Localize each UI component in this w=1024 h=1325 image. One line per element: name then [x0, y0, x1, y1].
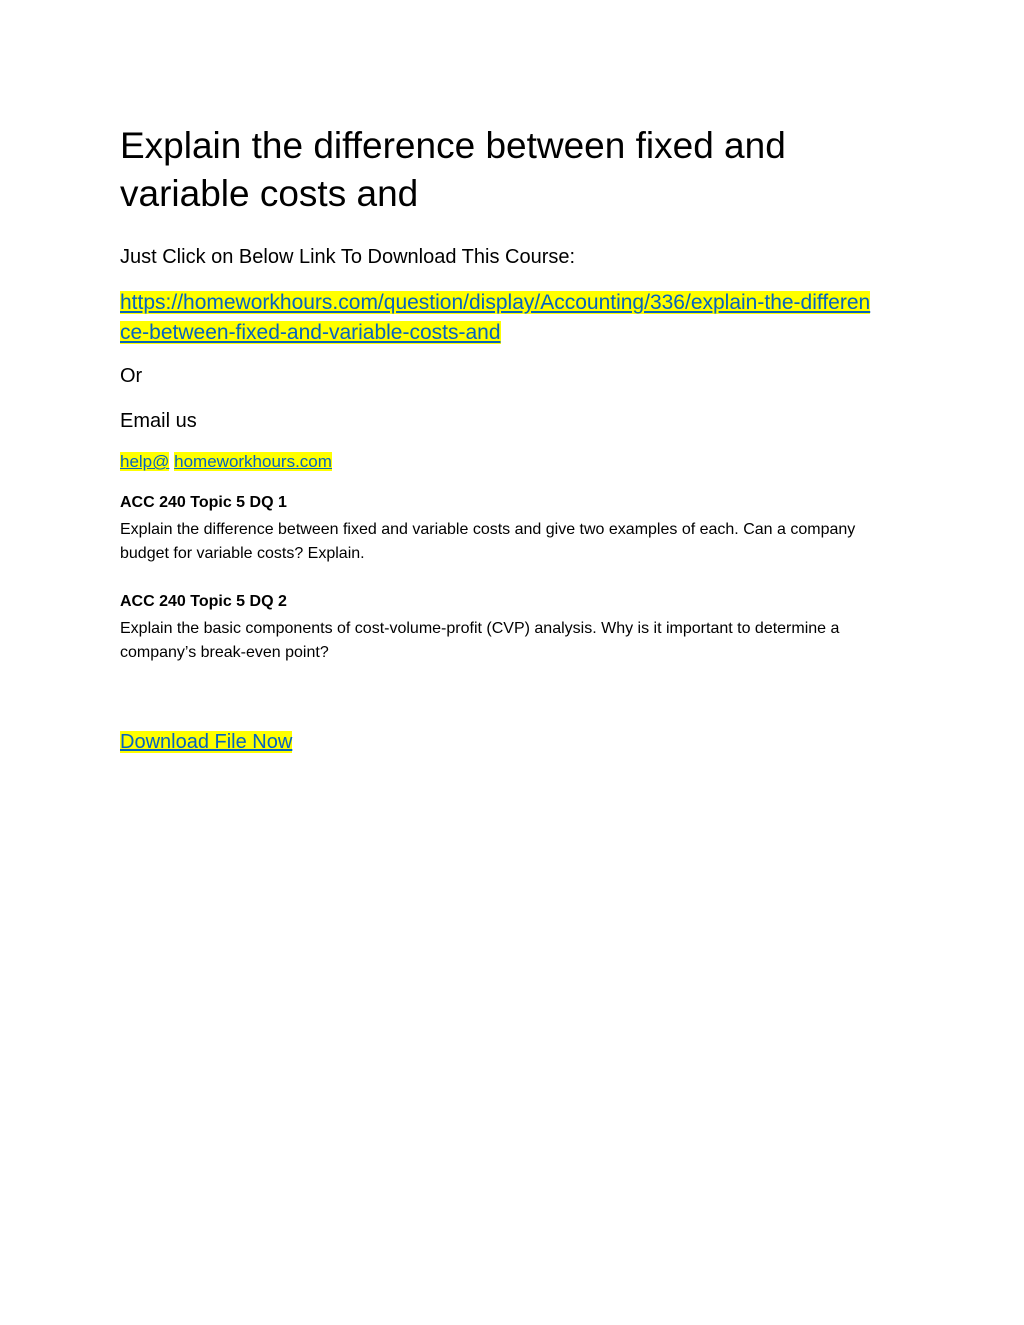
intro-text: Just Click on Below Link To Download This Course: — [120, 246, 576, 268]
course-download-link[interactable]: https://homeworkhours.com/question/display/Accounting/336/explain-the-difference-between-fixed-and-variable-costs-and — [120, 291, 871, 344]
document-title: Explain the difference between fixed and variable costs and — [120, 125, 786, 214]
email-us-label: Email us — [120, 410, 197, 432]
course-link-highlight — [120, 291, 870, 344]
email-address — [120, 451, 332, 473]
download-file-link[interactable]: Download File Now — [120, 731, 293, 753]
question-text: Explain the difference between fixed and variable costs and give two examples of each. Can a company budget for variable costs? Explain. — [120, 521, 856, 562]
question-text: Explain the basic components of cost-volume-profit (CVP) analysis. Why is it important to determine a company’s break-even point? — [120, 620, 840, 661]
question-heading: ACC 240 Topic 5 DQ 2 — [120, 593, 287, 610]
download-highlight — [120, 731, 292, 753]
download-paragraph — [120, 728, 292, 756]
email-highlight-2 — [174, 452, 332, 471]
question-block-2 — [120, 591, 890, 665]
course-link-paragraph — [120, 288, 880, 348]
question-block-1 — [120, 492, 890, 566]
or-text: Or — [120, 365, 143, 387]
email-link-part2[interactable]: homeworkhours.com — [174, 452, 332, 471]
email-highlight-1 — [120, 452, 169, 471]
question-heading: ACC 240 Topic 5 DQ 1 — [120, 494, 287, 511]
email-link-part1[interactable]: help@ — [120, 452, 170, 471]
